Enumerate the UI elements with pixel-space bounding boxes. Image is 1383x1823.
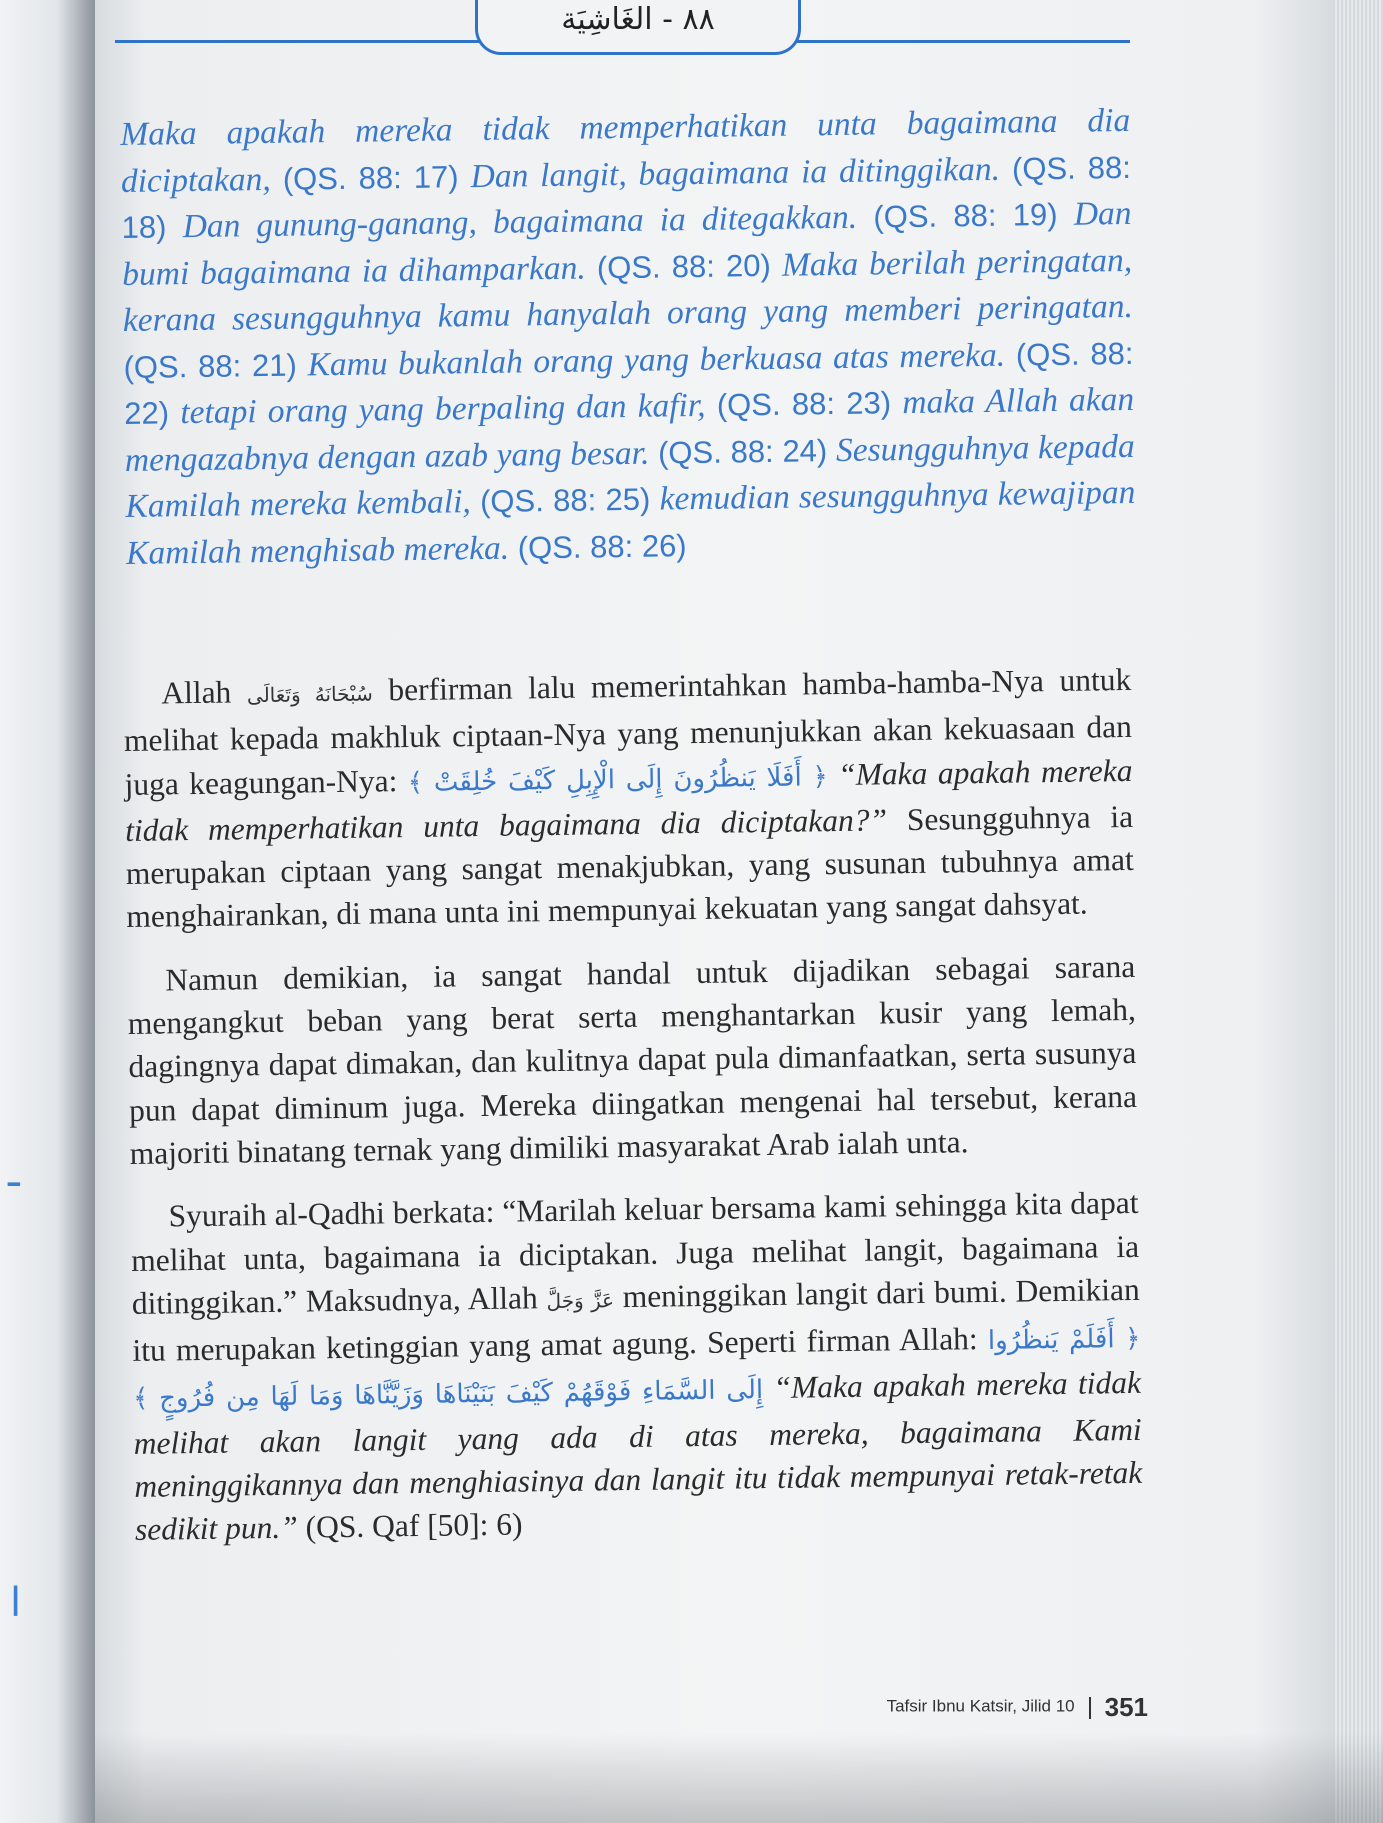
verse-reference: (QS. 88: 25): [470, 481, 660, 520]
footer-divider: [1089, 1697, 1091, 1719]
honorific-glyph: عَزَّ وَجَلَّ: [546, 1288, 615, 1314]
verse-reference: (QS. 88: 24): [649, 432, 837, 471]
bottom-shadow: [95, 1733, 1383, 1823]
verse-translation: Dan langit, bagaimana ia ditinggikan.: [470, 150, 1001, 195]
verse-translation-quote: “Maka apakah mereka tidak melihat akan langit yang ada di atas mereka, bagaimana Kami meninggikannya dan menghiasinya dan langit itu tidak mempunyai retak-retak sedikit pun.”: [133, 1365, 1143, 1548]
verse-translation: kemudian sesungguhnya kewajipan Kamilah menghisab mereka.: [125, 473, 1136, 572]
verse-translation: Kamu bukanlah orang yang berkuasa atas mereka.: [307, 336, 1006, 383]
verse-reference: (QS. 88: 20): [585, 247, 783, 286]
p1-text-b: berfirman lalu memerintahkan hamba-hamba-Nya untuk melihat kepada makhluk ciptaan-Nya yang menunjukkan akan kekuasaan dan juga keagungan-Nya:: [123, 661, 1133, 802]
verse-reference: (QS. 88: 17): [270, 158, 471, 197]
verse-reference: (QS. 88: 18): [121, 149, 1132, 245]
translation-block: [120, 98, 1136, 577]
p1-text-a: Allah: [161, 674, 248, 711]
verse-translation: Sesungguhnya kepada Kamilah mereka kembali,: [125, 427, 1136, 525]
verse-translation: Dan gunung-ganang, bagaimana ia ditegakkan.: [182, 198, 858, 246]
arabic-verse: ﴿ أَفَلَا يَنظُرُونَ إِلَى الْإِبِلِ كَيْفَ خُلِقَتْ ﴾: [407, 761, 828, 798]
honorific-glyph: سُبْحَانَهُ وَتَعَالَى: [246, 681, 373, 708]
verse-translation: Maka berilah peringatan, kerana sesungguhnya kamu hanyalah orang yang memberi peringatan.: [122, 241, 1134, 339]
paragraph-3: [130, 1181, 1143, 1551]
margin-mark: ـ: [8, 1150, 20, 1196]
surah-header: ٨٨ - الغَاشِيَة: [475, 0, 801, 55]
verse-reference: (QS. 88: 22): [123, 335, 1134, 431]
book-title: Tafsir Ibnu Katsir, Jilid 10: [886, 1696, 1075, 1716]
p3-text-a: Syuraih al-Qadhi berkata: “Marilah keluar bersama kami sehingga kita dapat melihat unta, bagaimana ia diciptakan. Juga melihat langit, bagaimana ia ditinggikan.” Maksudnya, Allah: [130, 1185, 1140, 1321]
verse-translation: tetapi orang yang berpaling dan kafir,: [180, 386, 706, 432]
commentary-body: [123, 658, 1143, 1572]
verse-reference: (QS. 88: 21): [123, 346, 308, 385]
book-page: [95, 0, 1383, 1823]
margin-mark: ا: [10, 1580, 22, 1626]
verse-reference: (QS. 88: 23): [705, 385, 903, 423]
verse-reference: (QS. Qaf [50]: 6): [297, 1506, 523, 1545]
page-footer: [887, 1692, 1148, 1723]
verse-reference: (QS. 88: 26): [508, 527, 687, 566]
verse-translation: Maka apakah mereka tidak memperhatikan unta bagaimana dia diciptakan,: [120, 101, 1131, 200]
paragraph-2: Namun demikian, ia sangat handal untuk dijadikan sebagai sarana mengangkut beban yang berat serta menghantarkan kusir yang lemah, dagingnya dapat dimakan, dan kulitnya dapat pula dimanfaatkan, serta susunya pun dapat diminum juga. Mereka diingatkan mengenai hal tersebut, kerana majoriti binatang ternak yang dimiliki masyarakat Arab ialah unta.: [127, 948, 1138, 1171]
verse-reference: (QS. 88: 19): [856, 196, 1075, 235]
verse-translation: Dan bumi bagaimana ia dihamparkan.: [122, 194, 1132, 293]
paragraph-1: [123, 658, 1135, 939]
adjacent-left-page: [0, 0, 95, 1823]
page-stack-edge: [1335, 0, 1383, 1823]
p3-text-b: meninggikan langit dari bumi. Demikian itu merupakan ketinggian yang amat agung. Seperti firman Allah:: [132, 1271, 1140, 1369]
p1-text-c: Sesungguhnya ia merupakan ciptaan yang sangat menakjubkan, yang susunan tubuhnya amat menghairankan, di mana unta ini mempunyai kekuatan yang sangat dahsyat.: [125, 798, 1134, 935]
verse-translation-quote: “Maka apakah mereka tidak memperhatikan unta bagaimana dia diciptakan?”: [124, 752, 1133, 848]
verse-translation: maka Allah akan mengazabnya dengan azab yang besar.: [124, 380, 1135, 479]
page-number: 351: [1104, 1692, 1148, 1722]
arabic-verse: ﴿ أَفَلَمْ يَنظُرُوا إِلَى السَّمَاءِ فَوْقَهُمْ كَيْفَ بَنَيْنَاهَا وَزَيَّنَّاهَا وَمَا لَهَا مِن فُرُوجٍ ﴾: [132, 1324, 1141, 1415]
